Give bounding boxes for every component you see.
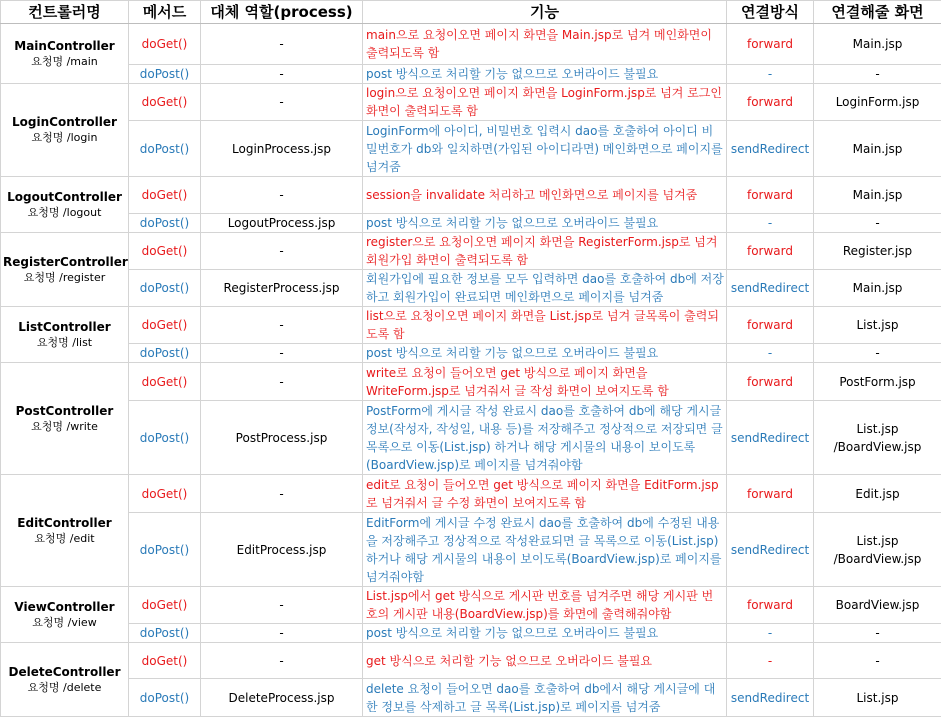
function-cell: edit로 요청이 들어오면 get 방식으로 페이지 화면을 EditForm.jsp로 넘겨줘서 글 수정 화면이 보여지도록 함: [363, 475, 727, 513]
connection-cell: -: [727, 643, 814, 679]
connection-cell: forward: [727, 177, 814, 214]
process-cell: LoginProcess.jsp: [201, 121, 363, 177]
header-method: 메서드: [129, 1, 201, 24]
request-name: 요청명 /view: [32, 615, 97, 629]
process-cell: -: [201, 363, 363, 401]
controller-name: ViewController: [14, 599, 115, 614]
method-cell: doPost(): [129, 270, 201, 307]
process-cell: -: [201, 587, 363, 624]
connection-cell: forward: [727, 475, 814, 513]
function-cell: PostForm에 게시글 작성 완료시 dao를 호출하여 db에 해당 게시글 정보(작성자, 작성일, 내용 등)를 저장해주고 정상적으로 저장되면 글 목록으로 이동(List.jsp) 하거나 해당 게시물의 내용이 보이도록(BoardView.jsp)로 페이지를 넘겨줘야함: [363, 401, 727, 475]
process-cell: EditProcess.jsp: [201, 513, 363, 587]
process-cell: -: [201, 624, 363, 643]
process-cell: LogoutProcess.jsp: [201, 214, 363, 233]
view-cell: Main.jsp: [814, 121, 941, 177]
function-cell: write로 요청이 들어오면 get 방식으로 페이지 화면을 WriteForm.jsp로 넘겨줘서 글 작성 화면이 보여지도록 함: [363, 363, 727, 401]
view-cell: List.jsp: [814, 679, 941, 717]
table-row: [1, 624, 941, 643]
request-name: 요청명 /list: [36, 335, 93, 349]
function-cell: register으로 요청이오면 페이지 화면을 RegisterForm.jsp로 넘겨 회원가입 화면이 출력되도록 함: [363, 233, 727, 270]
header-process: 대체 역할(process): [201, 1, 363, 24]
method-cell: doPost(): [129, 214, 201, 233]
view-cell: -: [814, 214, 941, 233]
controller-name: DeleteController: [8, 664, 121, 679]
connection-cell: -: [727, 65, 814, 84]
process-cell: -: [201, 84, 363, 121]
table-row: [1, 307, 941, 344]
method-cell: doPost(): [129, 344, 201, 363]
table-row: [1, 363, 941, 401]
method-cell: doGet(): [129, 307, 201, 344]
table-row: [1, 233, 941, 270]
connection-cell: sendRedirect: [727, 513, 814, 587]
process-cell: PostProcess.jsp: [201, 401, 363, 475]
view-cell: -: [814, 643, 941, 679]
controller-cell: [1, 475, 129, 587]
table-row: [1, 121, 941, 177]
view-cell: -: [814, 65, 941, 84]
connection-cell: forward: [727, 587, 814, 624]
method-cell: doGet(): [129, 233, 201, 270]
view-cell: Main.jsp: [814, 177, 941, 214]
controller-name: LogoutController: [7, 189, 122, 204]
view-cell: Edit.jsp: [814, 475, 941, 513]
function-cell: delete 요청이 들어오면 dao를 호출하여 db에서 해당 게시글에 대한 정보를 삭제하고 글 목록(List.jsp)로 페이지를 넘겨줌: [363, 679, 727, 717]
method-cell: doPost(): [129, 121, 201, 177]
request-name: 요청명 /main: [31, 54, 98, 68]
function-cell: LoginForm에 아이디, 비밀번호 입력시 dao를 호출하여 아이디 비밀번호가 db와 일치하면(가입된 아이디라면) 메인화면으로 페이지를 넘겨줌: [363, 121, 727, 177]
request-name: 요청명 /login: [31, 131, 98, 144]
controller-cell: [1, 363, 129, 475]
connection-cell: sendRedirect: [727, 679, 814, 717]
connection-cell: forward: [727, 363, 814, 401]
view-cell: Main.jsp: [814, 270, 941, 307]
function-cell: List.jsp에서 get 방식으로 게시판 번호를 넘겨주면 해당 게시판 번호의 게시판 내용(BoardView.jsp)를 화면에 출력해줘야함: [363, 587, 727, 624]
connection-cell: -: [727, 214, 814, 233]
header-function: 기능: [363, 1, 727, 24]
function-cell: get 방식으로 처리할 기능 없으므로 오버라이드 불필요: [363, 643, 727, 679]
function-cell: login으로 요청이오면 페이지 화면을 LoginForm.jsp로 넘겨 로그인화면이 출력되도록 함: [363, 84, 727, 121]
connection-cell: sendRedirect: [727, 121, 814, 177]
process-cell: -: [201, 643, 363, 679]
table-row: [1, 587, 941, 624]
controller-name: ListController: [18, 319, 111, 334]
function-cell: list으로 요청이오면 페이지 화면을 List.jsp로 넘겨 글목록이 출력되도록 함: [363, 307, 727, 344]
connection-cell: forward: [727, 307, 814, 344]
controller-cell: [1, 177, 129, 233]
connection-cell: -: [727, 624, 814, 643]
method-cell: doPost(): [129, 513, 201, 587]
view-cell: PostForm.jsp: [814, 363, 941, 401]
method-cell: doGet(): [129, 643, 201, 679]
request-name: 요청명 /delete: [27, 680, 102, 694]
view-cell: Register.jsp: [814, 233, 941, 270]
header-conn: 연결방식: [727, 1, 814, 24]
connection-cell: -: [727, 344, 814, 363]
table-row: [1, 679, 941, 717]
table-row: [1, 401, 941, 475]
process-cell: DeleteProcess.jsp: [201, 679, 363, 717]
table-row: [1, 24, 941, 65]
connection-cell: sendRedirect: [727, 270, 814, 307]
function-cell: post 방식으로 처리할 기능 없으므로 오버라이드 불필요: [363, 65, 727, 84]
function-cell: post 방식으로 처리할 기능 없으므로 오버라이드 불필요: [363, 214, 727, 233]
request-name: 요청명 /write: [31, 419, 98, 433]
request-name: 요청명 /register: [23, 270, 106, 284]
process-cell: -: [201, 65, 363, 84]
table-row: [1, 65, 941, 84]
controller-name: RegisterController: [3, 254, 128, 269]
controller-cell: [1, 24, 129, 84]
view-cell: List.jsp: [814, 307, 941, 344]
function-cell: post 방식으로 처리할 기능 없으므로 오버라이드 불필요: [363, 344, 727, 363]
controller-cell: [1, 307, 129, 363]
process-cell: -: [201, 177, 363, 214]
controller-cell: [1, 84, 129, 177]
view-cell: List.jsp /BoardView.jsp: [814, 513, 941, 587]
method-cell: doPost(): [129, 624, 201, 643]
request-name: 요청명 /edit: [34, 531, 95, 545]
controller-name: EditController: [17, 515, 112, 530]
method-cell: doGet(): [129, 475, 201, 513]
controller-name: MainController: [14, 38, 115, 53]
table-row: [1, 270, 941, 307]
connection-cell: forward: [727, 24, 814, 65]
process-cell: -: [201, 344, 363, 363]
view-cell: List.jsp /BoardView.jsp: [814, 401, 941, 475]
function-cell: main으로 요청이오면 페이지 화면을 Main.jsp로 넘겨 메인화면이 출력되도록 함: [363, 24, 727, 65]
connection-cell: forward: [727, 84, 814, 121]
function-cell: session을 invalidate 처리하고 메인화면으로 페이지를 넘겨줌: [363, 177, 727, 214]
table-row: [1, 475, 941, 513]
process-cell: -: [201, 475, 363, 513]
header-controller: 컨트롤러명: [1, 1, 129, 24]
table-row: [1, 84, 941, 121]
function-cell: post 방식으로 처리할 기능 없으므로 오버라이드 불필요: [363, 624, 727, 643]
controller-name: PostController: [15, 403, 114, 418]
process-cell: -: [201, 233, 363, 270]
method-cell: doGet(): [129, 363, 201, 401]
controller-cell: [1, 233, 129, 307]
controller-cell: [1, 587, 129, 643]
method-cell: doPost(): [129, 65, 201, 84]
method-cell: doGet(): [129, 24, 201, 65]
process-cell: RegisterProcess.jsp: [201, 270, 363, 307]
header-view: 연결해줄 화면: [814, 1, 941, 24]
process-cell: -: [201, 307, 363, 344]
method-cell: doGet(): [129, 587, 201, 624]
table-row: [1, 177, 941, 214]
method-cell: doGet(): [129, 177, 201, 214]
view-cell: Main.jsp: [814, 24, 941, 65]
request-name: 요청명 /logout: [27, 205, 102, 219]
table-row: [1, 214, 941, 233]
method-cell: doGet(): [129, 84, 201, 121]
table-row: [1, 513, 941, 587]
controller-cell: [1, 643, 129, 717]
view-cell: -: [814, 344, 941, 363]
function-cell: 회원가입에 필요한 정보를 모두 입력하면 dao를 호출하여 db에 저장하고 회원가입이 완료되면 메인화면으로 페이지를 넘겨줌: [363, 270, 727, 307]
view-cell: BoardView.jsp: [814, 587, 941, 624]
table-body: [1, 24, 941, 717]
process-cell: -: [201, 24, 363, 65]
table-row: [1, 643, 941, 679]
table-row: [1, 344, 941, 363]
view-cell: -: [814, 624, 941, 643]
method-cell: doPost(): [129, 679, 201, 717]
connection-cell: forward: [727, 233, 814, 270]
method-cell: doPost(): [129, 401, 201, 475]
function-cell: EditForm에 게시글 수정 완료시 dao를 호출하여 db에 수정된 내용을 저장해주고 정상적으로 작성완료되면 글 목록으로 이동(List.jsp) 하거나 해당 게시물의 내용이 보이도록(BoardView.jsp)로 페이지를 넘겨줘야함: [363, 513, 727, 587]
controller-name: LoginController: [12, 115, 117, 129]
view-cell: LoginForm.jsp: [814, 84, 941, 121]
connection-cell: sendRedirect: [727, 401, 814, 475]
